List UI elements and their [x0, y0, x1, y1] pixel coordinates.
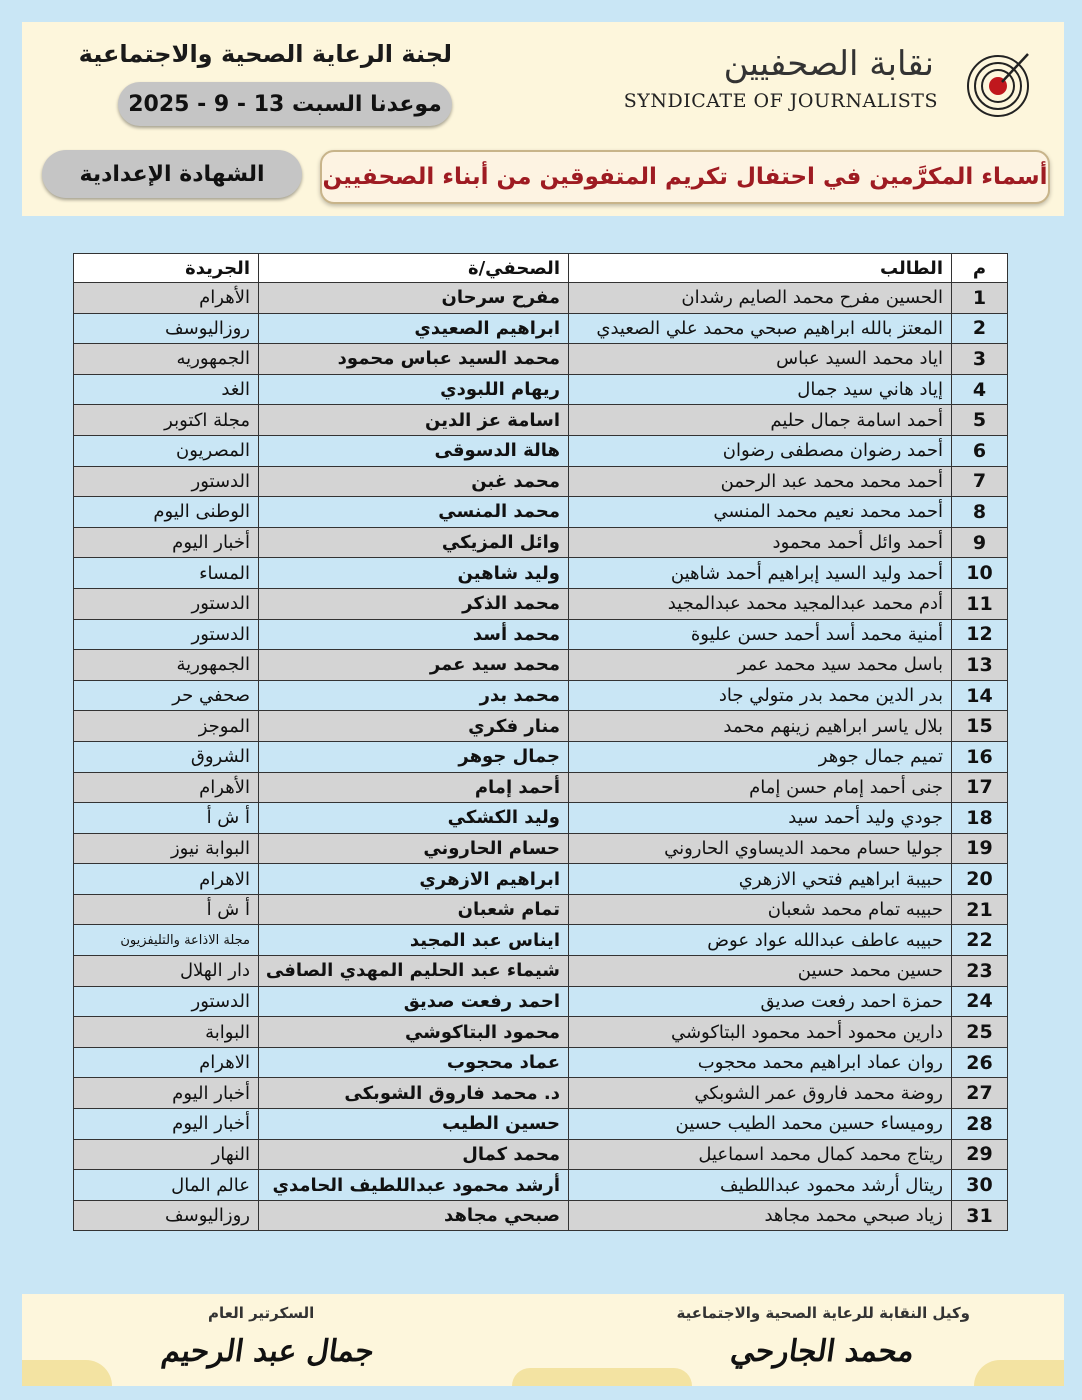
newspaper-name: الدستور — [74, 986, 259, 1017]
student-name: الحسين مفرح محمد الصايم رشدان — [569, 283, 952, 314]
journalist-name: ريهام اللبودي — [259, 374, 569, 405]
table-row — [74, 1017, 1008, 1048]
journalist-name: ابراهيم الازهري — [259, 864, 569, 895]
student-name: دارين محمود أحمد محمود البتاكوشي — [569, 1017, 952, 1048]
row-number: 25 — [952, 1017, 1008, 1048]
table-row — [74, 680, 1008, 711]
table-header-row — [74, 254, 1008, 283]
journalist-name: محمد غبن — [259, 466, 569, 497]
journalist-name: محمد بدر — [259, 680, 569, 711]
newspaper-name: مجلة الاذاعة والتليفزيون — [74, 925, 259, 956]
header-newspaper: الجريدة — [74, 254, 259, 283]
table-row — [74, 956, 1008, 987]
journalist-name: محمد أسد — [259, 619, 569, 650]
date-badge: موعدنا السبت 13 - 9 - 2025 — [118, 82, 452, 126]
row-number: 1 — [952, 283, 1008, 314]
student-name: إياد هاني سيد جمال — [569, 374, 952, 405]
journalist-name: حسام الحاروني — [259, 833, 569, 864]
newspaper-name: الاهرام — [74, 1047, 259, 1078]
journalist-name: د. محمد فاروق الشوبكى — [259, 1078, 569, 1109]
table-row — [74, 1109, 1008, 1140]
student-name: حسين محمد حسين — [569, 956, 952, 987]
journalist-name: محمد سيد عمر — [259, 650, 569, 681]
header-num: م — [952, 254, 1008, 283]
table-row — [74, 803, 1008, 834]
newspaper-name: الموجز — [74, 711, 259, 742]
journalist-name: مفرح سرحان — [259, 283, 569, 314]
table-row — [74, 894, 1008, 925]
row-number: 11 — [952, 588, 1008, 619]
newspaper-name: الدستور — [74, 588, 259, 619]
newspaper-name: أ ش أ — [74, 894, 259, 925]
newspaper-name: الوطنى اليوم — [74, 497, 259, 528]
student-name: جودي وليد أحمد سيد — [569, 803, 952, 834]
table-row — [74, 435, 1008, 466]
newspaper-name: أ ش أ — [74, 803, 259, 834]
row-number: 27 — [952, 1078, 1008, 1109]
row-number: 18 — [952, 803, 1008, 834]
row-number: 6 — [952, 435, 1008, 466]
table-row — [74, 1200, 1008, 1231]
journalist-name: صبحي مجاهد — [259, 1200, 569, 1231]
student-name: أدم محمد عبدالمجيد محمد عبدالمجيد — [569, 588, 952, 619]
student-name: بدر الدين محمد بدر متولي جاد — [569, 680, 952, 711]
journalist-name: احمد رفعت صديق — [259, 986, 569, 1017]
newspaper-name: أخبار اليوم — [74, 1078, 259, 1109]
row-number: 14 — [952, 680, 1008, 711]
newspaper-name: الدستور — [74, 619, 259, 650]
row-number: 3 — [952, 344, 1008, 375]
deputy-signature: محمد الجارحي — [728, 1334, 917, 1369]
newspaper-name: الغد — [74, 374, 259, 405]
journalist-name: وليد الكشكي — [259, 803, 569, 834]
syndicate-name-arabic: نقابة الصحفيين — [723, 44, 934, 84]
student-name: حبيبه تمام محمد شعبان — [569, 894, 952, 925]
row-number: 21 — [952, 894, 1008, 925]
header-journalist: الصحفي/ة — [259, 254, 569, 283]
student-name: حمزة احمد رفعت صديق — [569, 986, 952, 1017]
journalist-name: وليد شاهين — [259, 558, 569, 589]
committee-title: لجنة الرعاية الصحية والاجتماعية — [78, 40, 452, 68]
table-row — [74, 619, 1008, 650]
student-name: زياد صبحي محمد مجاهد — [569, 1200, 952, 1231]
journalist-name: اسامة عز الدين — [259, 405, 569, 436]
newspaper-name: عالم المال — [74, 1170, 259, 1201]
table-row — [74, 1139, 1008, 1170]
table-row — [74, 1170, 1008, 1201]
table-row — [74, 405, 1008, 436]
row-number: 29 — [952, 1139, 1008, 1170]
journalist-name: عماد محجوب — [259, 1047, 569, 1078]
row-number: 20 — [952, 864, 1008, 895]
newspaper-name: روزاليوسف — [74, 1200, 259, 1231]
table-row — [74, 558, 1008, 589]
student-name: أحمد محمد محمد عبد الرحمن — [569, 466, 952, 497]
student-name: حبيبة ابراهيم فتحي الازهري — [569, 864, 952, 895]
row-number: 28 — [952, 1109, 1008, 1140]
student-name: أحمد محمد نعيم محمد المنسي — [569, 497, 952, 528]
row-number: 23 — [952, 956, 1008, 987]
newspaper-name: البوابة نيوز — [74, 833, 259, 864]
secretary-general-title: السكرتير العام — [208, 1304, 315, 1322]
student-name: روان عماد ابراهيم محمد محجوب — [569, 1047, 952, 1078]
student-name: روميساء حسين محمد الطيب حسين — [569, 1109, 952, 1140]
secretary-general-signature: جمال عبد الرحيم — [159, 1334, 377, 1369]
journalist-name: جمال جوهر — [259, 741, 569, 772]
journalist-name: وائل المزيكي — [259, 527, 569, 558]
table-row — [74, 466, 1008, 497]
student-name: أحمد وائل أحمد محمود — [569, 527, 952, 558]
newspaper-name: الشروق — [74, 741, 259, 772]
row-number: 12 — [952, 619, 1008, 650]
table-row — [74, 864, 1008, 895]
journalist-name: حسين الطيب — [259, 1109, 569, 1140]
student-name: أحمد وليد السيد إبراهيم أحمد شاهين — [569, 558, 952, 589]
table-row — [74, 313, 1008, 344]
table-row — [74, 497, 1008, 528]
student-name: حبيبه عاطف عبدالله عواد عوض — [569, 925, 952, 956]
row-number: 30 — [952, 1170, 1008, 1201]
syndicate-name-english: SYNDICATE OF JOURNALISTS — [623, 90, 938, 112]
table-row — [74, 833, 1008, 864]
table-row — [74, 772, 1008, 803]
student-name: تميم جمال جوهر — [569, 741, 952, 772]
newspaper-name: روزاليوسف — [74, 313, 259, 344]
table-row — [74, 986, 1008, 1017]
newspaper-name: صحفي حر — [74, 680, 259, 711]
row-number: 9 — [952, 527, 1008, 558]
header-student: الطالب — [569, 254, 952, 283]
journalist-name: منار فكري — [259, 711, 569, 742]
row-number: 22 — [952, 925, 1008, 956]
newspaper-name: الدستور — [74, 466, 259, 497]
table-body — [74, 283, 1008, 1231]
table-row — [74, 283, 1008, 314]
table-row — [74, 1078, 1008, 1109]
row-number: 16 — [952, 741, 1008, 772]
newspaper-name: دار الهلال — [74, 956, 259, 987]
table-row — [74, 527, 1008, 558]
table-row — [74, 374, 1008, 405]
table-row — [74, 650, 1008, 681]
journalist-name: شيماء عبد الحليم المهدي الصافى — [259, 956, 569, 987]
row-number: 5 — [952, 405, 1008, 436]
newspaper-name: أخبار اليوم — [74, 527, 259, 558]
table-row — [74, 344, 1008, 375]
newspaper-name: المصريون — [74, 435, 259, 466]
row-number: 10 — [952, 558, 1008, 589]
row-number: 4 — [952, 374, 1008, 405]
newspaper-name: مجلة اكتوبر — [74, 405, 259, 436]
journalist-name: ايناس عبد المجيد — [259, 925, 569, 956]
row-number: 2 — [952, 313, 1008, 344]
student-name: المعتز بالله ابراهيم صبحي محمد علي الصعيدي — [569, 313, 952, 344]
journalist-name: محمد الذكر — [259, 588, 569, 619]
student-name: بلال ياسر ابراهيم زينهم محمد — [569, 711, 952, 742]
journalist-name: أرشد محمود عبداللطيف الحامدي — [259, 1170, 569, 1201]
row-number: 26 — [952, 1047, 1008, 1078]
student-name: ريتاج محمد كمال محمد اسماعيل — [569, 1139, 952, 1170]
deputy-title: وكيل النقابة للرعاية الصحية والاجتماعية — [676, 1304, 970, 1322]
footer-decoration — [22, 1360, 112, 1386]
row-number: 15 — [952, 711, 1008, 742]
newspaper-name: أخبار اليوم — [74, 1109, 259, 1140]
table-row — [74, 588, 1008, 619]
newspaper-name: النهار — [74, 1139, 259, 1170]
student-name: جنى أحمد إمام حسن إمام — [569, 772, 952, 803]
student-name: أمنية محمد أسد أحمد حسن عليوة — [569, 619, 952, 650]
journalist-name: ابراهيم الصعيدي — [259, 313, 569, 344]
journalist-name: محمد المنسي — [259, 497, 569, 528]
journalist-name: محمد كمال — [259, 1139, 569, 1170]
header-banner — [22, 22, 1064, 216]
journalist-name: محمد السيد عباس محمود — [259, 344, 569, 375]
student-name: روضة محمد فاروق عمر الشوبكي — [569, 1078, 952, 1109]
newspaper-name: البوابة — [74, 1017, 259, 1048]
honorees-table — [73, 253, 1008, 1231]
newspaper-name: الجمهوريه — [74, 344, 259, 375]
row-number: 31 — [952, 1200, 1008, 1231]
row-number: 24 — [952, 986, 1008, 1017]
row-number: 13 — [952, 650, 1008, 681]
newspaper-name: الأهرام — [74, 772, 259, 803]
table-row — [74, 925, 1008, 956]
newspaper-name: المساء — [74, 558, 259, 589]
syndicate-logo-icon — [964, 50, 1032, 118]
student-name: أحمد رضوان مصطفى رضوان — [569, 435, 952, 466]
page-headline: أسماء المكرَّمين في احتفال تكريم المتفوقين من أبناء الصحفيين — [320, 150, 1050, 204]
student-name: باسل محمد سيد محمد عمر — [569, 650, 952, 681]
row-number: 8 — [952, 497, 1008, 528]
journalist-name: هالة الدسوقى — [259, 435, 569, 466]
student-name: أحمد اسامة جمال حليم — [569, 405, 952, 436]
journalist-name: أحمد إمام — [259, 772, 569, 803]
row-number: 17 — [952, 772, 1008, 803]
footer-decoration — [974, 1360, 1064, 1386]
journalist-name: محمود البتاكوشي — [259, 1017, 569, 1048]
row-number: 7 — [952, 466, 1008, 497]
student-name: ريتال أرشد محمود عبداللطيف — [569, 1170, 952, 1201]
journalist-name: تمام شعبان — [259, 894, 569, 925]
newspaper-name: الجمهورية — [74, 650, 259, 681]
signature-footer — [22, 1294, 1064, 1386]
table-row — [74, 1047, 1008, 1078]
table-row — [74, 711, 1008, 742]
table-row — [74, 741, 1008, 772]
certificate-badge: الشهادة الإعدادية — [42, 150, 302, 198]
student-name: جوليا حسام محمد الديساوي الحاروني — [569, 833, 952, 864]
student-name: اياد محمد السيد عباس — [569, 344, 952, 375]
newspaper-name: الأهرام — [74, 283, 259, 314]
row-number: 19 — [952, 833, 1008, 864]
footer-decoration — [512, 1368, 692, 1386]
newspaper-name: الاهرام — [74, 864, 259, 895]
